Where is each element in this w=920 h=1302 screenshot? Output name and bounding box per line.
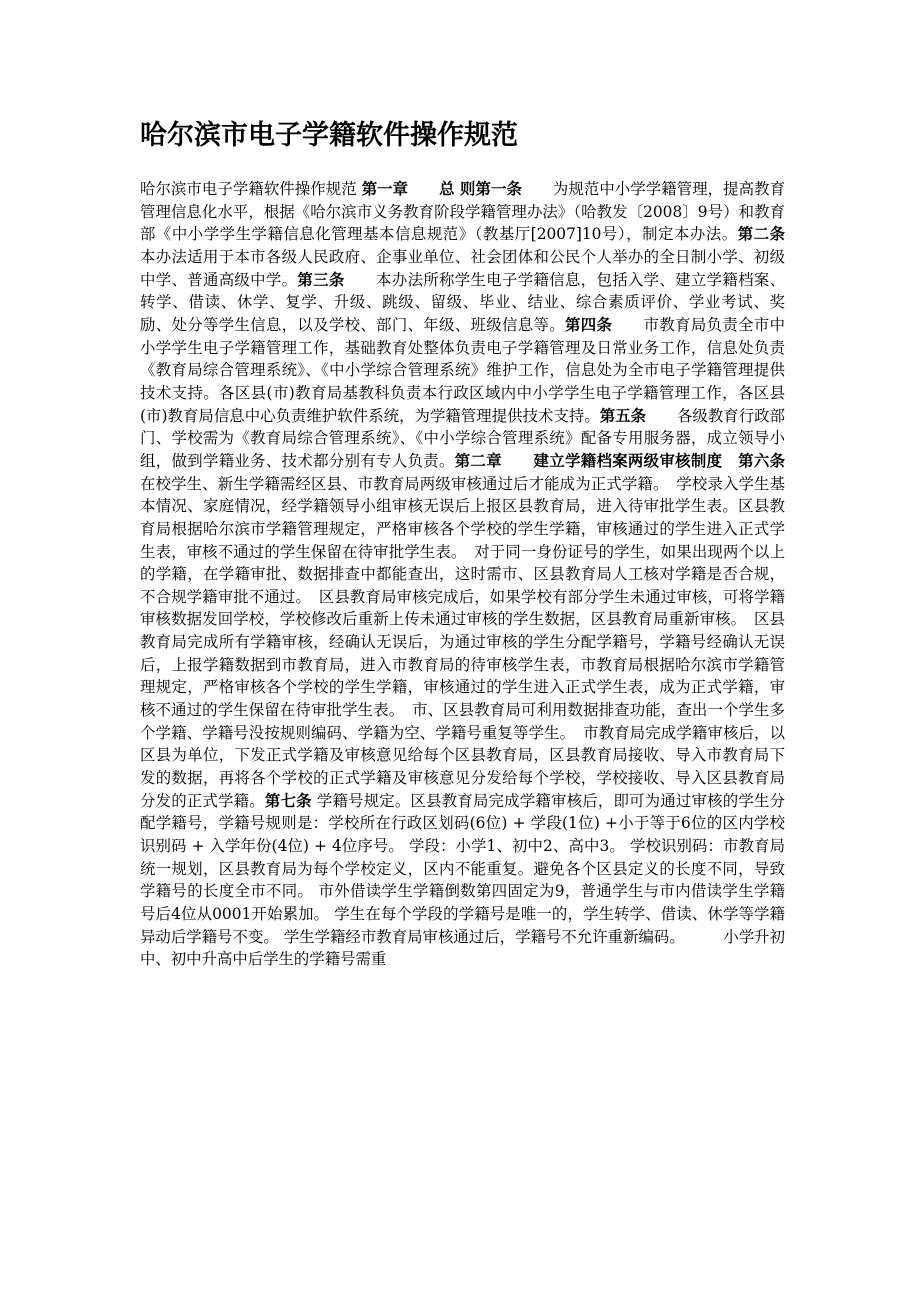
document-title: 哈尔滨市电子学籍软件操作规范 [140, 120, 518, 151]
article-7-heading: 第七条 [264, 791, 312, 810]
article-4-heading: 第四条 [564, 315, 613, 334]
body-text: 哈尔滨市电子学籍软件操作规范 [140, 180, 362, 198]
chapter-2-article-6-heading: 第二章 建立学籍档案两级审核制度 第六条 [454, 451, 785, 470]
article-3-text: 本办法所称学生电子学籍信息，包括入学、建立学籍档案、转学、借读、休学、复学、升级、跳级、留级、毕业、结业、综合素质评价、学业考试、奖励、处分等学生信息，以及学校、部门、年级、班级信息等。 [140, 270, 785, 334]
article-1-text: 为规范中小学学籍管理，提高教育管理信息化水平，根据《哈尔滨市义务教育阶段学籍管理办法》（哈教发〔2008〕9号）和教育部《中小学学生学籍信息化管理基本信息规范》（教基厅[2007]10号），制定本办法。 [140, 180, 785, 244]
article-2-heading: 第二条 [737, 225, 785, 244]
article-2-text: 本办法适用于本市各级人民政府、企事业单位、社会团体和公民个人举办的全日制小学、初级中学、普通高级中学。 [140, 225, 816, 289]
article-6-text: 在校学生、新生学籍需经区县、市教育局两级审核通过后才能成为正式学籍。 学校录入学生基本情况、家庭情况，经学籍领导小组审核无误后上报区县教育局，进入待审批学生表。区县教育局根据哈尔滨市学籍管理规定，严格审核各个学校的学生学籍，审核通过的学生进入正式学生表，审核不通过的学生保留在待审批学生表。 对于同一身份证号的学生，如果出现两个以上的学籍，在学籍审批、数据排查中都能查出，这时需市、区县教育局人工核对学籍是否合规，不合规学籍审批不通过。 区县教育局审核完成后，如果学校有部分学生未通过审核，可将学籍审核数据发回学校，学校修改后重新上传未通过审核的学生数据，区县教育局重新审核。 区县教育局完成所有学籍审核，经确认无误后，为通过审核的学生分配学籍号，学籍号经确认无误后，上报学籍数据到市教育局，进入市教育局的待审核学生表，市教育局根据哈尔滨市学籍管理规定，严格审核各个学校的学生学籍，审核通过的学生进入正式学生表，成为正式学籍，审核不通过的学生保留在待审批学生表。 市、区县教育局可利用数据排查功能，查出一个学生多个学籍、学籍号没按规则编码、学籍为空、学籍号重复等学生。 市教育局完成学籍审核后，以区县为单位，下发正式学籍及审核意见给每个区县教育局，区县教育局接收、导入市教育局下发的数据，再将各个学校的正式学籍及审核意见分发给每个学校，学校接收、导入区县教育局分发的正式学籍。 [140, 474, 785, 810]
document-body [140, 178, 816, 971]
article-5-text: 各级教育行政部门、学校需为《教育局综合管理系统》、《中小学综合管理系统》配备专用服务器，成立领导小组，做到学籍业务、技术都分别有专人负责。 [140, 406, 785, 470]
chapter-1-article-1-heading: 第一章 总 则第一条 [361, 180, 522, 198]
article-7-text: 学籍号规定。区县教育局完成学籍审核后，即可为通过审核的学生分配学籍号，学籍号规则是：学校所在行政区划码(6位) + 学段(1位) +小于等于6位的区内学校识别码 + 入学年份(4位) + 4位序号。 学段：小学1、初中2、高中3。 学校识别码：市教育局统一规划，区县教育局为每个学校定义，区内不能重复。避免各个区县定义的长度不同，导致学籍号的长度全市不同。 市外借读学生学籍倒数第四固定为9，普通学生与市内借读学生学籍号后4位从0001开始累加。 学生在每个学段的学籍号是唯一的，学生转学、借读、休学等学籍异动后学籍号不变。 学生学籍经市教育局审核通过后，学籍号不允许重新编码。 小学升初中、初中升高中后学生的学籍号需重 [140, 791, 785, 969]
article-3-heading: 第三条 [297, 270, 345, 289]
article-5-heading: 第五条 [599, 406, 647, 425]
article-4-text: 市教育局负责全市中小学学生电子学籍管理工作，基础教育处整体负责电子学籍管理及日常业务工作，信息处负责《教育局综合管理系统》、《中小学综合管理系统》维护工作，信息处为全市电子学籍管理提供技术支持。各区县(市)教育局基教科负责本行政区域内中小学学生电子学籍管理工作，各区县(市)教育局信息中心负责维护软件系统，为学籍管理提供技术支持。 [140, 315, 785, 425]
